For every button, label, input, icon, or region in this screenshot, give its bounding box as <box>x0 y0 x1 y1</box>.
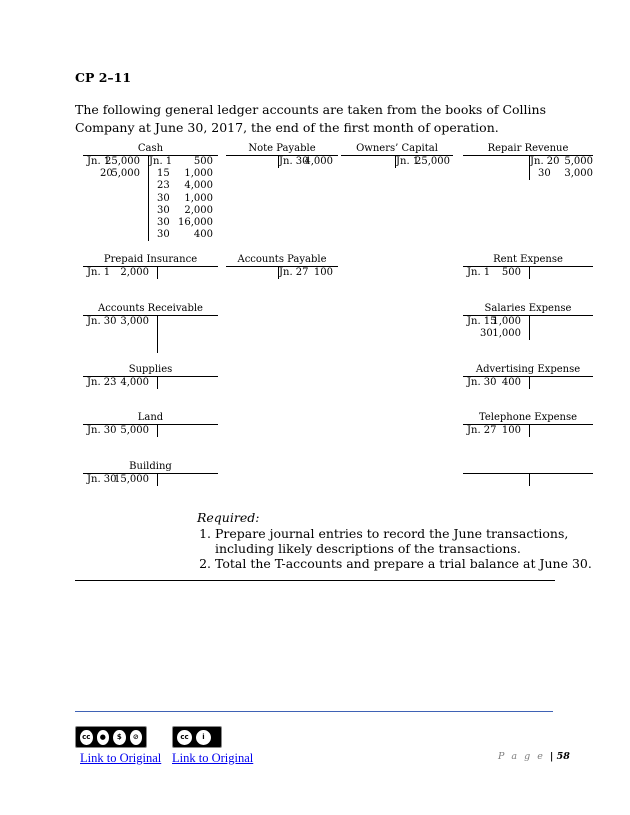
ledger-row <box>83 217 218 229</box>
ledger-row <box>83 156 218 168</box>
account-name: Owners’ Capital <box>356 143 438 154</box>
credit-date: 30 <box>157 192 170 204</box>
cc-icon: cc <box>176 729 193 746</box>
t-account-owners-capital <box>341 143 453 168</box>
debit-date: Jn. 27 <box>467 425 497 436</box>
ledger-row <box>463 474 593 486</box>
t-account-salaries-expense <box>463 303 593 340</box>
t-account-note-payable <box>226 143 338 168</box>
t-account-accounts-receivable <box>83 303 218 353</box>
ledger-row <box>226 267 338 279</box>
debit-date: Jn. 1 <box>467 267 491 278</box>
credit-date: 30 <box>538 168 551 180</box>
t-account-advertising-expense <box>463 364 593 389</box>
ledger-row <box>83 328 218 340</box>
debit-date: Jn. 15 <box>467 316 497 327</box>
debit-amount: 25,000 <box>105 156 140 167</box>
debit-date: Jn. 1 <box>87 156 111 167</box>
debit-date: Jn. 23 <box>87 377 117 388</box>
ledger-row <box>83 168 218 180</box>
ledger-row <box>83 180 218 192</box>
account-name: Salaries Expense <box>484 303 572 314</box>
ledger-row <box>83 474 218 486</box>
credit-date: 30 <box>157 204 170 216</box>
credit-amount: 3,000 <box>564 168 593 180</box>
debit-date: Jn. 30 <box>467 377 497 388</box>
page-label: P a g e <box>498 751 545 762</box>
ledger-row <box>226 156 338 168</box>
account-name: Telephone Expense <box>478 412 578 423</box>
credit-date: 15 <box>157 168 170 180</box>
credit-date: 30 <box>157 216 170 228</box>
credit-amount: 500 <box>193 156 213 167</box>
debit-date: Jn. 30 <box>87 474 117 485</box>
credit-date: Jn. 30 <box>279 156 309 167</box>
account-name: Rent Expense <box>493 254 563 265</box>
debit-amount: 2,000 <box>120 267 149 278</box>
t-account-accounts-payable <box>226 254 338 279</box>
t-account-telephone-expense <box>463 412 593 437</box>
ledger-row <box>341 156 453 168</box>
account-name: Cash <box>137 143 164 154</box>
account-name: Supplies <box>128 364 173 375</box>
sa-icon: ⊘ <box>129 729 144 746</box>
cc-by-badge[interactable] <box>172 726 222 748</box>
credit-amount: 25,000 <box>415 156 450 167</box>
required-heading: Required: <box>197 510 260 525</box>
credit-amount: 1,000 <box>184 192 213 204</box>
credit-amount: 5,000 <box>564 156 593 167</box>
t-account-repair-revenue <box>463 143 593 180</box>
debit-amount: 400 <box>501 377 521 388</box>
credit-date: Jn. 27 <box>279 267 309 278</box>
debit-amount: 5,000 <box>111 168 140 180</box>
footer-divider <box>75 711 553 712</box>
ledger-row <box>463 316 593 328</box>
section-divider <box>75 580 555 581</box>
required-item: 2. Total the T-accounts and prepare a trial balance at June 30. <box>215 556 630 571</box>
ledger-row <box>83 316 218 328</box>
ledger-row <box>83 425 218 437</box>
credit-amount: 400 <box>193 229 213 241</box>
credit-amount: 4,000 <box>304 156 333 167</box>
cc-icon: cc <box>79 729 94 746</box>
ledger-row <box>463 328 593 340</box>
debit-date: 30 <box>480 328 493 340</box>
link-to-original-2[interactable]: Link to Original <box>172 751 254 765</box>
cc-by-nc-sa-badge[interactable] <box>75 726 147 748</box>
ledger-row <box>463 156 593 168</box>
account-name: Accounts Payable <box>237 254 327 265</box>
ledger-row <box>83 205 218 217</box>
ledger-row <box>83 340 218 352</box>
debit-amount: 500 <box>501 267 521 278</box>
credit-date: Jn. 1 <box>149 156 173 167</box>
ledger-row <box>463 425 593 437</box>
credit-amount: 100 <box>313 267 333 278</box>
debit-amount: 4,000 <box>120 377 149 388</box>
account-name: Accounts Receivable <box>98 303 203 314</box>
t-account-building <box>83 461 218 486</box>
credit-amount: 4,000 <box>184 180 213 192</box>
account-name: Note Payable <box>248 143 316 154</box>
page-number: | 58 <box>549 751 570 762</box>
credit-amount: 1,000 <box>184 168 213 180</box>
debit-amount: 100 <box>501 425 521 436</box>
required-list <box>197 526 630 571</box>
debit-date: Jn. 30 <box>87 425 117 436</box>
t-account-prepaid-insurance <box>83 254 218 279</box>
t-account-land <box>83 412 218 437</box>
account-name: Repair Revenue <box>487 143 569 154</box>
credit-amount: 16,000 <box>178 216 213 228</box>
nc-dollar-icon: $ <box>112 729 127 746</box>
t-account-cash <box>83 143 218 241</box>
debit-date: Jn. 30 <box>87 316 117 327</box>
ledger-row <box>463 267 593 279</box>
required-section <box>197 510 630 571</box>
by-person-icon: i <box>195 729 212 746</box>
credit-date: 23 <box>157 180 170 192</box>
problem-title: CP 2–11 <box>75 70 132 85</box>
debit-amount: 1,000 <box>492 328 521 340</box>
ledger-row <box>83 193 218 205</box>
debit-amount: 15,000 <box>114 474 149 485</box>
account-name: Building <box>129 461 172 472</box>
credit-amount: 2,000 <box>184 204 213 216</box>
debit-date: 20 <box>100 168 113 180</box>
link-to-original-1[interactable]: Link to Original <box>80 751 162 765</box>
page-footer <box>498 751 570 762</box>
t-account-blank <box>463 461 593 486</box>
ledger-row <box>463 377 593 389</box>
debit-amount: 1,000 <box>492 316 521 327</box>
debit-date: Jn. 1 <box>87 267 111 278</box>
ledger-row <box>83 229 218 241</box>
credit-date: Jn. 1 <box>396 156 420 167</box>
t-account-rent-expense <box>463 254 593 279</box>
by-person-icon: ● <box>96 729 111 746</box>
ledger-row <box>83 377 218 389</box>
credit-date: 30 <box>157 229 170 241</box>
account-name: Advertising Expense <box>475 364 581 375</box>
ledger-row <box>83 267 218 279</box>
credit-date: Jn. 20 <box>530 156 560 167</box>
account-name: Land <box>137 412 164 423</box>
debit-amount: 5,000 <box>120 425 149 436</box>
problem-intro: The following general ledger accounts are taken from the books of Collins Company at June 30, 2017, the end of the first month of operation. <box>75 102 546 135</box>
account-name: Prepaid Insurance <box>103 254 198 265</box>
debit-amount: 3,000 <box>120 316 149 327</box>
t-account-supplies <box>83 364 218 389</box>
required-item: 1. Prepare journal entries to record the June transactions, including likely descriptions of the transactions. <box>215 526 630 556</box>
ledger-row <box>463 168 593 180</box>
